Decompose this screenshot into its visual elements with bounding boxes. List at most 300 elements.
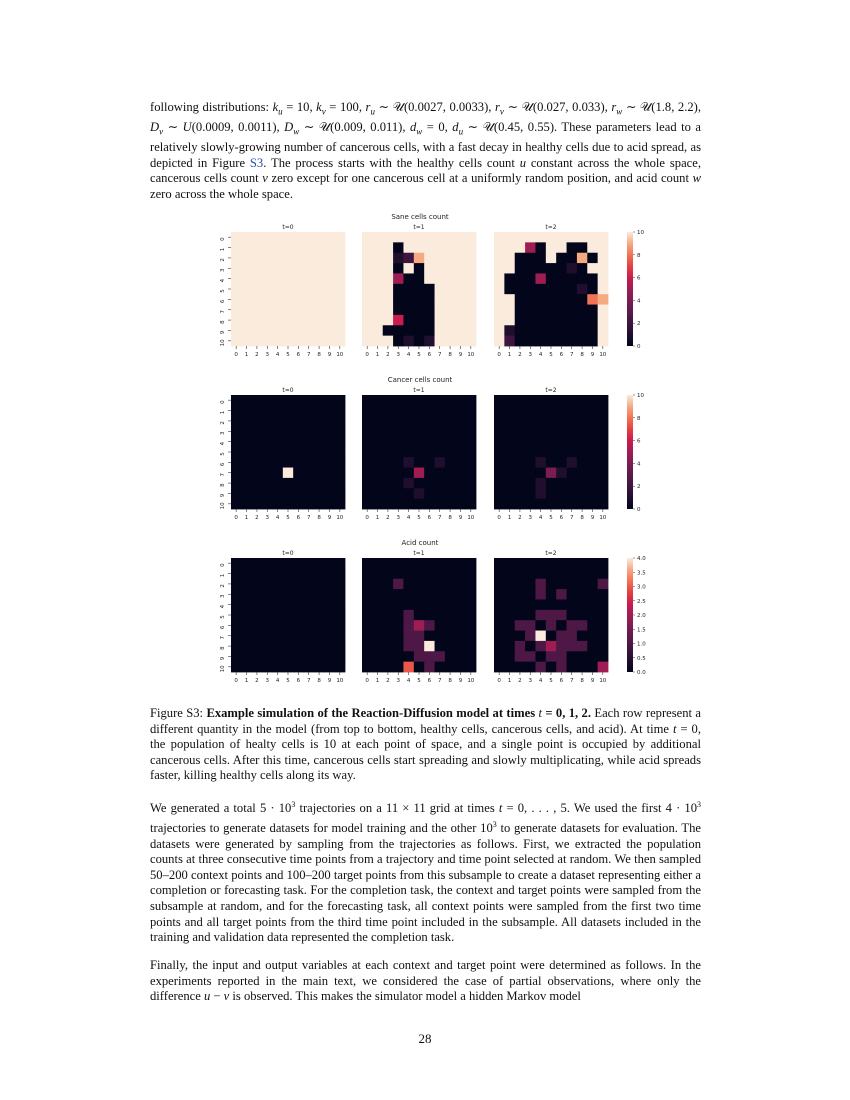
heatmap-cell xyxy=(362,416,373,427)
heatmap-cell xyxy=(324,651,335,662)
heatmap-cell xyxy=(293,263,304,274)
heatmap-cell xyxy=(241,631,252,642)
heatmap-cell xyxy=(372,232,383,243)
heatmap-cell xyxy=(304,284,315,295)
heatmap-cell xyxy=(293,416,304,427)
heatmap-cell xyxy=(466,294,477,305)
heatmap-cell xyxy=(335,232,346,243)
heatmap-cell xyxy=(283,294,294,305)
heatmap-cell xyxy=(335,589,346,600)
heatmap-cell xyxy=(252,416,263,427)
x-tick-label: 9 xyxy=(327,352,332,358)
heatmap-row-0 xyxy=(228,232,635,349)
heatmap-cell xyxy=(445,405,456,416)
heatmap-cell xyxy=(577,232,588,243)
heatmap-cell xyxy=(445,426,456,437)
heatmap-cell xyxy=(393,273,404,284)
heatmap-cell xyxy=(535,294,546,305)
heatmap-cell xyxy=(372,426,383,437)
heatmap-cell xyxy=(424,599,435,610)
heatmap-cell xyxy=(546,478,557,489)
heatmap-cell xyxy=(577,263,588,274)
heatmap-cell xyxy=(567,488,578,499)
colorbar-tick-label: 1.0 xyxy=(637,641,646,648)
heatmap-cell xyxy=(466,499,477,510)
heatmap-cell xyxy=(304,457,315,468)
heatmap-cell xyxy=(445,558,456,569)
heatmap-cell xyxy=(546,457,557,468)
heatmap-cell xyxy=(525,325,536,336)
heatmap-cell xyxy=(262,426,273,437)
heatmap-cell xyxy=(567,232,578,243)
heatmap-cell xyxy=(525,305,536,316)
heatmap-cell xyxy=(598,426,609,437)
heatmap-cell xyxy=(525,253,536,264)
x-tick-label: 1 xyxy=(375,678,380,684)
heatmap-cell xyxy=(304,641,315,652)
heatmap-cell xyxy=(283,325,294,336)
heatmap-cell xyxy=(546,294,557,305)
heatmap-cell xyxy=(515,620,526,631)
heatmap-cell xyxy=(424,662,435,673)
heatmap-cell xyxy=(383,263,394,274)
x-tick-label: 0 xyxy=(497,352,501,358)
heatmap-cell xyxy=(546,488,557,499)
heatmap-cell xyxy=(445,620,456,631)
heatmap-cell xyxy=(393,499,404,510)
heatmap-cell xyxy=(445,499,456,510)
heatmap-cell xyxy=(324,416,335,427)
heatmap-cell xyxy=(515,589,526,600)
heatmap-cell xyxy=(241,416,252,427)
heatmap-cell xyxy=(598,620,609,631)
heatmap-cell xyxy=(362,294,373,305)
heatmap-cell xyxy=(314,325,325,336)
heatmap-cell xyxy=(504,315,515,326)
heatmap-cell xyxy=(231,325,242,336)
heatmap-cell xyxy=(241,273,252,284)
heatmap-cell xyxy=(383,232,394,243)
heatmap-cell xyxy=(587,499,598,510)
heatmap-cell xyxy=(494,405,505,416)
heatmap-cell xyxy=(515,395,526,406)
heatmap-cell xyxy=(304,568,315,579)
heatmap-cell xyxy=(556,579,567,590)
y-tick-label: 2 xyxy=(220,584,226,588)
heatmap-cell xyxy=(393,242,404,253)
colorbar-tick-label: 10 xyxy=(637,230,644,236)
heatmap-cell xyxy=(535,558,546,569)
heatmap-cell xyxy=(546,416,557,427)
x-tick-label: 1 xyxy=(244,678,249,684)
heatmap-cell xyxy=(403,568,414,579)
heatmap-cell xyxy=(403,589,414,600)
panel-title-1-1: t=1 xyxy=(413,387,425,394)
y-tick-label: 5 xyxy=(220,289,226,293)
heatmap-cell xyxy=(504,294,515,305)
heatmap-cell xyxy=(414,468,425,479)
heatmap-cell xyxy=(372,253,383,264)
heatmap-cell xyxy=(556,253,567,264)
heatmap-cell xyxy=(362,426,373,437)
heatmap-cell xyxy=(335,253,346,264)
heatmap-cell xyxy=(272,315,283,326)
heatmap-cell xyxy=(424,651,435,662)
heatmap-cell xyxy=(241,242,252,253)
heatmap-cell xyxy=(262,488,273,499)
heatmap-cell xyxy=(231,232,242,243)
heatmap-cell xyxy=(587,599,598,610)
heatmap-cell xyxy=(304,620,315,631)
heatmap-cell xyxy=(372,336,383,347)
heatmap-cell xyxy=(383,457,394,468)
heatmap-cell xyxy=(424,499,435,510)
heatmap-cell xyxy=(241,468,252,479)
heatmap-cell xyxy=(393,436,404,447)
heatmap-cell xyxy=(324,294,335,305)
y-tick-label: 3 xyxy=(220,431,226,436)
heatmap-cell xyxy=(241,610,252,621)
heatmap-cell xyxy=(393,263,404,274)
colorbar-tick-label: 1.5 xyxy=(637,627,646,634)
heatmap-cell xyxy=(546,447,557,458)
heatmap-cell xyxy=(372,416,383,427)
heatmap-cell xyxy=(283,242,294,253)
heatmap-cell xyxy=(252,499,263,510)
heatmap-cell xyxy=(304,662,315,673)
heatmap-cell xyxy=(455,253,466,264)
heatmap-cell xyxy=(335,599,346,610)
x-tick-label: 1 xyxy=(375,515,380,521)
heatmap-cell xyxy=(504,273,515,284)
heatmap-cell xyxy=(435,405,446,416)
heatmap-cell xyxy=(324,305,335,316)
heatmap-cell xyxy=(414,426,425,437)
heatmap-cell xyxy=(324,499,335,510)
heatmap-cell xyxy=(403,662,414,673)
heatmap-cell xyxy=(414,457,425,468)
y-tick-label: 7 xyxy=(220,472,226,477)
heatmap-cell xyxy=(414,405,425,416)
x-tick-label: 8 xyxy=(317,352,321,358)
heatmap-cell xyxy=(231,488,242,499)
heatmap-cell xyxy=(314,436,325,447)
heatmap-cell xyxy=(546,620,557,631)
heatmap-cell xyxy=(283,468,294,479)
heatmap-cell xyxy=(504,305,515,316)
heatmap-cell xyxy=(403,579,414,590)
heatmap-cell xyxy=(535,457,546,468)
heatmap-cell xyxy=(567,620,578,631)
colorbar-tick-label: 8 xyxy=(637,415,641,422)
heatmap-cell xyxy=(293,294,304,305)
heatmap-cell xyxy=(414,284,425,295)
heatmap-cell xyxy=(424,395,435,406)
x-tick-label: 9 xyxy=(458,678,463,684)
heatmap-cell xyxy=(324,599,335,610)
heatmap-cell xyxy=(466,641,477,652)
heatmap-cell xyxy=(362,405,373,416)
heatmap-cell xyxy=(587,558,598,569)
heatmap-cell xyxy=(466,488,477,499)
heatmap-cell xyxy=(455,336,466,347)
x-tick-label: 1 xyxy=(244,352,249,358)
heatmap-cell xyxy=(283,641,294,652)
heatmap-cell xyxy=(424,558,435,569)
heatmap-cell xyxy=(262,468,273,479)
x-tick-label: 10 xyxy=(467,515,475,521)
x-tick-label: 7 xyxy=(437,515,442,521)
heatmap-cell xyxy=(231,558,242,569)
heatmap-cell xyxy=(383,416,394,427)
heatmap-cell xyxy=(414,315,425,326)
heatmap-cell xyxy=(556,478,567,489)
heatmap-cell xyxy=(283,284,294,295)
heatmap-cell xyxy=(231,315,242,326)
heatmap-cell xyxy=(515,253,526,264)
heatmap-cell xyxy=(587,284,598,295)
x-tick-label: 7 xyxy=(569,678,574,684)
heatmap-cell xyxy=(252,395,263,406)
heatmap-cell xyxy=(372,242,383,253)
heatmap-cell xyxy=(598,651,609,662)
heatmap-cell xyxy=(293,457,304,468)
x-tick-label: 2 xyxy=(518,678,522,684)
heatmap-cell xyxy=(231,253,242,264)
heatmap-cell xyxy=(283,315,294,326)
heatmap-cell xyxy=(577,315,588,326)
panel-title-0-0: t=0 xyxy=(282,224,294,231)
heatmap-cell xyxy=(252,325,263,336)
heatmap-cell xyxy=(362,620,373,631)
heatmap-cell xyxy=(435,242,446,253)
heatmap-cell xyxy=(504,426,515,437)
heatmap-cell xyxy=(556,499,567,510)
heatmap-cell xyxy=(293,242,304,253)
heatmap-cell xyxy=(435,416,446,427)
x-tick-label: 3 xyxy=(396,352,401,358)
heatmap-cell xyxy=(262,579,273,590)
heatmap-cell xyxy=(515,273,526,284)
heatmap-cell xyxy=(372,599,383,610)
heatmap-cell xyxy=(262,284,273,295)
heatmap-cell xyxy=(252,579,263,590)
heatmap-cell xyxy=(587,568,598,579)
heatmap-cell xyxy=(504,284,515,295)
heatmap-cell xyxy=(293,315,304,326)
heatmap-cell xyxy=(252,631,263,642)
heatmap-cell xyxy=(567,273,578,284)
heatmap-cell xyxy=(598,447,609,458)
heatmap-cell xyxy=(262,478,273,489)
heatmap-cell xyxy=(525,568,536,579)
heatmap-cell xyxy=(403,457,414,468)
heatmap-cell xyxy=(546,395,557,406)
heatmap-cell xyxy=(424,336,435,347)
heatmap-cell xyxy=(494,620,505,631)
heatmap-cell xyxy=(556,641,567,652)
heatmap-cell xyxy=(435,468,446,479)
figure-ref-link[interactable]: S3 xyxy=(249,155,264,170)
heatmap-cell xyxy=(455,662,466,673)
heatmap-cell xyxy=(455,468,466,479)
heatmap-cell xyxy=(587,631,598,642)
heatmap-cell xyxy=(546,499,557,510)
heatmap-cell xyxy=(424,405,435,416)
heatmap-cell xyxy=(314,610,325,621)
heatmap-cell xyxy=(252,315,263,326)
heatmap-cell xyxy=(466,416,477,427)
heatmap-cell xyxy=(372,610,383,621)
heatmap-cell xyxy=(403,436,414,447)
y-tick-label: 9 xyxy=(220,493,226,498)
heatmap-cell xyxy=(314,488,325,499)
heatmap-cell xyxy=(362,631,373,642)
heatmap-cell xyxy=(383,620,394,631)
heatmap-cell xyxy=(293,447,304,458)
x-tick-label: 9 xyxy=(327,515,332,521)
heatmap-cell xyxy=(403,315,414,326)
heatmap-cell xyxy=(241,263,252,274)
heatmap-cell xyxy=(577,558,588,569)
x-tick-label: 5 xyxy=(286,678,290,684)
heatmap-cell xyxy=(231,447,242,458)
heatmap-cell xyxy=(372,568,383,579)
x-tick-label: 6 xyxy=(559,678,564,684)
heatmap-cell xyxy=(535,447,546,458)
heatmap-cell xyxy=(252,651,263,662)
heatmap-cell xyxy=(445,631,456,642)
heatmap-cell xyxy=(393,478,404,489)
heatmap-cell xyxy=(304,263,315,274)
y-tick-label: 10 xyxy=(220,339,226,347)
heatmap-cell xyxy=(362,263,373,274)
heatmap-cell xyxy=(383,599,394,610)
heatmap-cell xyxy=(598,579,609,590)
heatmap-cell xyxy=(556,325,567,336)
heatmap-cell xyxy=(393,315,404,326)
heatmap-cell xyxy=(435,336,446,347)
heatmap-cell xyxy=(494,447,505,458)
heatmap-cell xyxy=(466,253,477,264)
heatmap-cell xyxy=(262,558,273,569)
heatmap-cell xyxy=(383,662,394,673)
heatmap-cell xyxy=(293,568,304,579)
heatmap-cell xyxy=(598,284,609,295)
heatmap-cell xyxy=(231,610,242,621)
heatmap-cell xyxy=(598,468,609,479)
heatmap-cell xyxy=(231,620,242,631)
heatmap-cell xyxy=(504,447,515,458)
x-tick-label: 5 xyxy=(549,515,553,521)
heatmap-cell xyxy=(335,405,346,416)
heatmap-cell xyxy=(324,478,335,489)
heatmap-cell xyxy=(324,232,335,243)
heatmap-cell xyxy=(546,305,557,316)
heatmap-cell xyxy=(445,436,456,447)
heatmap-cell xyxy=(455,416,466,427)
x-tick-label: 0 xyxy=(497,515,501,521)
heatmap-cell xyxy=(546,284,557,295)
colorbar-tick-label: 2.5 xyxy=(637,598,646,605)
heatmap-cell xyxy=(577,305,588,316)
heatmap-cell xyxy=(515,457,526,468)
heatmap-cell xyxy=(272,263,283,274)
x-tick-label: 4 xyxy=(538,352,543,358)
heatmap-cell xyxy=(393,579,404,590)
heatmap-cell xyxy=(414,579,425,590)
heatmap-cell xyxy=(403,447,414,458)
heatmap-cell xyxy=(435,631,446,642)
x-tick-label: 8 xyxy=(317,515,321,521)
heatmap-cell xyxy=(262,641,273,652)
heatmap-cell xyxy=(556,405,567,416)
heatmap-cell xyxy=(403,263,414,274)
heatmap-cell xyxy=(587,336,598,347)
heatmap-cell xyxy=(314,447,325,458)
heatmap-cell xyxy=(252,426,263,437)
heatmap-cell xyxy=(567,395,578,406)
heatmap-cell xyxy=(241,558,252,569)
heatmap-cell xyxy=(272,468,283,479)
heatmap-cell xyxy=(231,589,242,600)
heatmap-cell xyxy=(577,599,588,610)
x-tick-label: 2 xyxy=(518,352,522,358)
heatmap-cell xyxy=(587,305,598,316)
colorbar-tick-label: 3.0 xyxy=(637,584,646,591)
heatmap-cell xyxy=(231,478,242,489)
heatmap-cell xyxy=(272,447,283,458)
heatmap-cell xyxy=(252,488,263,499)
heatmap-cell xyxy=(525,478,536,489)
heatmap-cell xyxy=(362,610,373,621)
heatmap-cell xyxy=(372,263,383,274)
heatmap-cell xyxy=(262,405,273,416)
heatmap-cell xyxy=(241,253,252,264)
heatmap-cell xyxy=(403,488,414,499)
y-tick-label: 8 xyxy=(220,483,226,487)
heatmap-cell xyxy=(314,305,325,316)
heatmap-cell xyxy=(494,395,505,406)
heatmap-cell xyxy=(383,336,394,347)
heatmap-cell xyxy=(335,620,346,631)
heatmap-cell xyxy=(304,599,315,610)
colorbar-tick-label: 3.5 xyxy=(637,570,646,577)
heatmap-cell xyxy=(403,610,414,621)
heatmap-cell xyxy=(262,263,273,274)
heatmap-cell xyxy=(525,284,536,295)
x-tick-label: 6 xyxy=(296,352,301,358)
panel-title-1-2: t=2 xyxy=(545,387,557,394)
heatmap-cell xyxy=(515,405,526,416)
heatmap-cell xyxy=(445,325,456,336)
heatmap-cell xyxy=(324,662,335,673)
heatmap-cell xyxy=(362,651,373,662)
heatmap-cell xyxy=(535,325,546,336)
heatmap-cell xyxy=(283,620,294,631)
heatmap-cell xyxy=(272,395,283,406)
heatmap-cell xyxy=(587,478,598,489)
x-tick-label: 4 xyxy=(275,678,280,684)
heatmap-cell xyxy=(577,579,588,590)
heatmap-cell xyxy=(577,416,588,427)
heatmap-cell xyxy=(304,558,315,569)
heatmap-cell xyxy=(362,579,373,590)
heatmap-cell xyxy=(272,242,283,253)
heatmap-cell xyxy=(445,641,456,652)
heatmap-cell xyxy=(587,273,598,284)
heatmap-cell xyxy=(362,568,373,579)
